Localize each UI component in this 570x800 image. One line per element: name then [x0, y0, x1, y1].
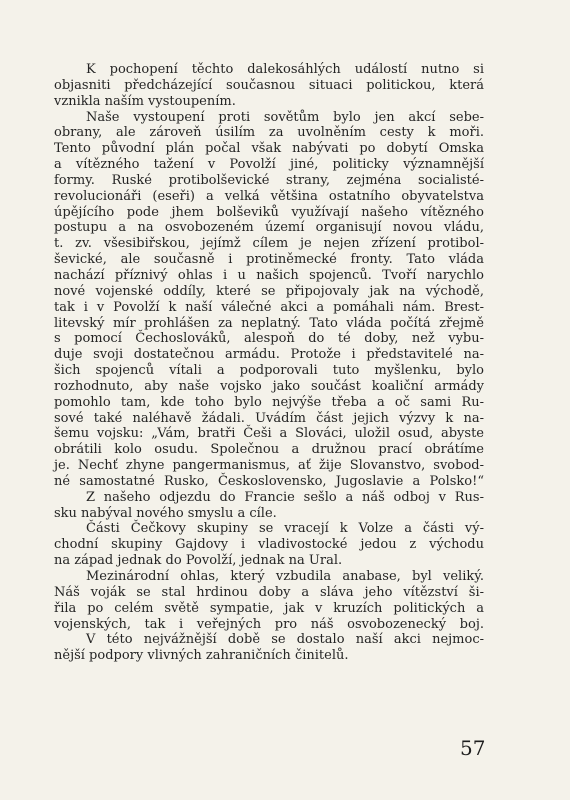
text-line: nové vojenské oddíly, které se připojovaly jak na východě,	[54, 283, 484, 299]
text-line: Mezinárodní ohlas, který vzbudila anabase, byl veliký.	[86, 569, 484, 584]
text-line: postupu a na osvobozeném území organisují novou vládu,	[54, 220, 484, 236]
text-line: šich spojenců vítali a podporovali tuto myšlenku, bylo	[54, 363, 484, 379]
text-line: vojenských, tak i veřejných pro náš osvobozenecký boj.	[54, 616, 484, 632]
text-line: K pochopení těchto dalekosáhlých událostí nutno si	[86, 62, 484, 77]
text-line: s pomocí Čechoslováků, alespoň do té doby, než vybu-	[54, 331, 484, 347]
text-line: formy. Ruské protibolševické strany, zejména socialisté-	[54, 172, 484, 188]
text-line: vznikla naším vystoupením.	[54, 93, 236, 109]
text-line: revolucionáři (eseři) a velká většina ostatního obyvatelstva	[54, 188, 484, 204]
text-line: pomohlo tam, kde toho bylo nejvýše třeba a oč sami Ru-	[54, 394, 484, 410]
text-line: sové také naléhavě žádali. Uvádím část jejich výzvy k na-	[54, 410, 484, 426]
text-line: sku nabýval nového smyslu a cíle.	[54, 505, 277, 521]
text-line: V této nejvážnější době se dostalo naší akci nejmoc-	[86, 632, 484, 648]
text-line: tak i v Povolží k naší válečné akci a pomáhali nám. Brest-	[54, 299, 484, 315]
text-line: na západ jednak do Povolží, jednak na Ural.	[54, 553, 343, 569]
text-line: nější podpory vlivných zahraničních činitelů.	[54, 648, 349, 664]
text-line: duje svoji dostatečnou armádu. Protože i představitelé na-	[54, 347, 484, 363]
text-line: šemu vojsku: „Vám, bratři Češi a Slováci, uložil osud, abyste	[54, 426, 484, 442]
text-line: řila po celém světě sympatie, jak v kruzích politických a	[54, 600, 484, 616]
text-line: ševické, ale současně i protiněmecké fronty. Tato vláda	[54, 252, 484, 268]
text-line: úpějícího pode jhem bolševiků využívají našeho vítězného	[54, 204, 484, 220]
text-line: Z našeho odjezdu do Francie sešlo a náš odboj v Rus-	[86, 489, 484, 505]
text-line: Části Čečkovy skupiny se vracejí k Volze a části vý-	[86, 521, 484, 537]
text-line: Náš voják se stal hrdinou doby a sláva jeho vítězství ši-	[54, 584, 484, 600]
text-line: objasniti předcházející současnou situaci politickou, která	[54, 77, 484, 93]
text-line: obrany, ale zároveň úsilím za uvolněním cesty k moři.	[54, 125, 484, 141]
text-line: nachází příznivý ohlas i u našich spojenců. Tvoří narychlo	[54, 267, 484, 283]
text-line: né samostatné Rusko, Československo, Jugoslavie a Polsko!“	[54, 473, 484, 489]
text-line: Naše vystoupení proti sovětům bylo jen akcí sebe-	[86, 109, 484, 125]
text-line: chodní skupiny Gajdovy i vladivostocké jedou z východu	[54, 537, 484, 553]
text-line: rozhodnuto, aby naše vojsko jako součást koaliční armády	[54, 378, 484, 394]
page-number: 57	[460, 736, 486, 760]
text-line: je. Nechť zhyne pangermanismus, ať žije Slovanstvo, svobod-	[54, 458, 484, 474]
text-line: obrátili kolo osudu. Společnou a družnou prací obrátíme	[54, 442, 484, 458]
text-line: t. zv. všesibiřskou, jejímž cílem je nejen zřízení protibol-	[54, 236, 484, 252]
body-text	[54, 62, 484, 664]
text-line: Tento původní plán počal však nabývati po dobytí Omska	[54, 141, 484, 157]
text-line: a vítězného tažení v Povolží jiné, politicky významnější	[54, 157, 484, 173]
text-line: litevský mír prohlášen za neplatný. Tato vláda počítá zřejmě	[54, 315, 484, 331]
